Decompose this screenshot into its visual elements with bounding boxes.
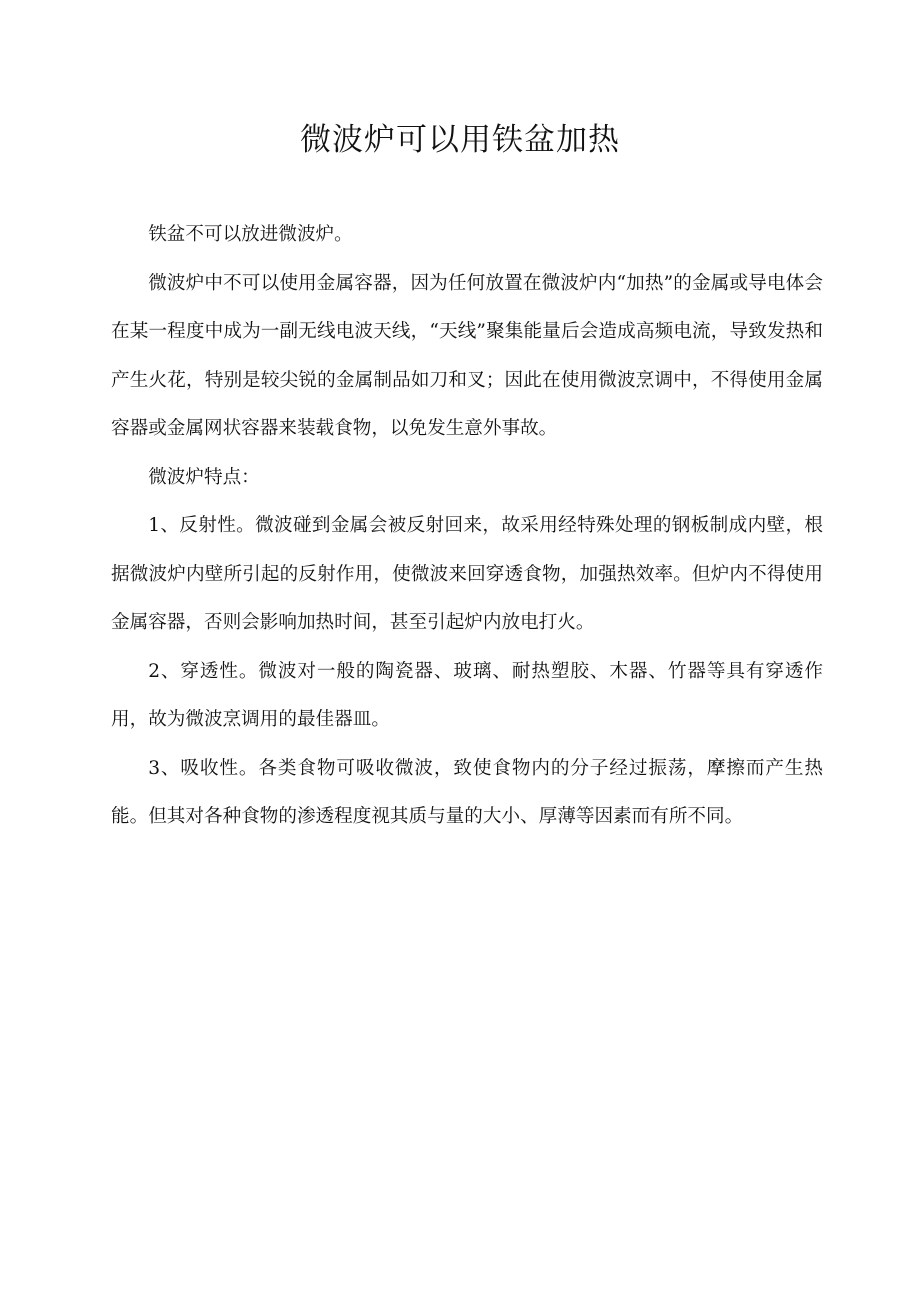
paragraph-features-heading: 微波炉特点：	[148, 466, 260, 488]
page-title: 微波炉可以用铁盆加热	[300, 122, 620, 158]
document-body	[111, 211, 823, 842]
paragraph-reflection: 1、反射性。微波碰到金属会被反射回来，故采用经特殊处理的钢板制成内壁，根据微波炉内壁所引起的反射作用，使微波来回穿透食物，加强热效率。但炉内不得使用金属容器，否则会影响加热时间，甚至引起炉内放电打火。	[111, 515, 823, 633]
paragraph-absorption: 3、吸收性。各类食物可吸收微波，致使食物内的分子经过振荡，摩擦而产生热能。但其对各种食物的渗透程度视其质与量的大小、厚薄等因素而有所不同。	[111, 757, 823, 827]
paragraph-penetration: 2、穿透性。微波对一般的陶瓷器、玻璃、耐热塑胶、木器、竹器等具有穿透作用，故为微波烹调用的最佳器皿。	[111, 660, 823, 730]
paragraph-intro: 铁盆不可以放进微波炉。	[148, 224, 353, 245]
paragraph-metal-containers: 微波炉中不可以使用金属容器，因为任何放置在微波炉内“加热”的金属或导电体会在某一程度中成为一副无线电波天线，“天线”聚集能量后会造成高频电流，导致发热和产生火花，特别是较尖锐的金属制品如刀和叉；因此在使用微波烹调中，不得使用金属容器或金属网状容器来装载食物，以免发生意外事故。	[111, 272, 823, 439]
